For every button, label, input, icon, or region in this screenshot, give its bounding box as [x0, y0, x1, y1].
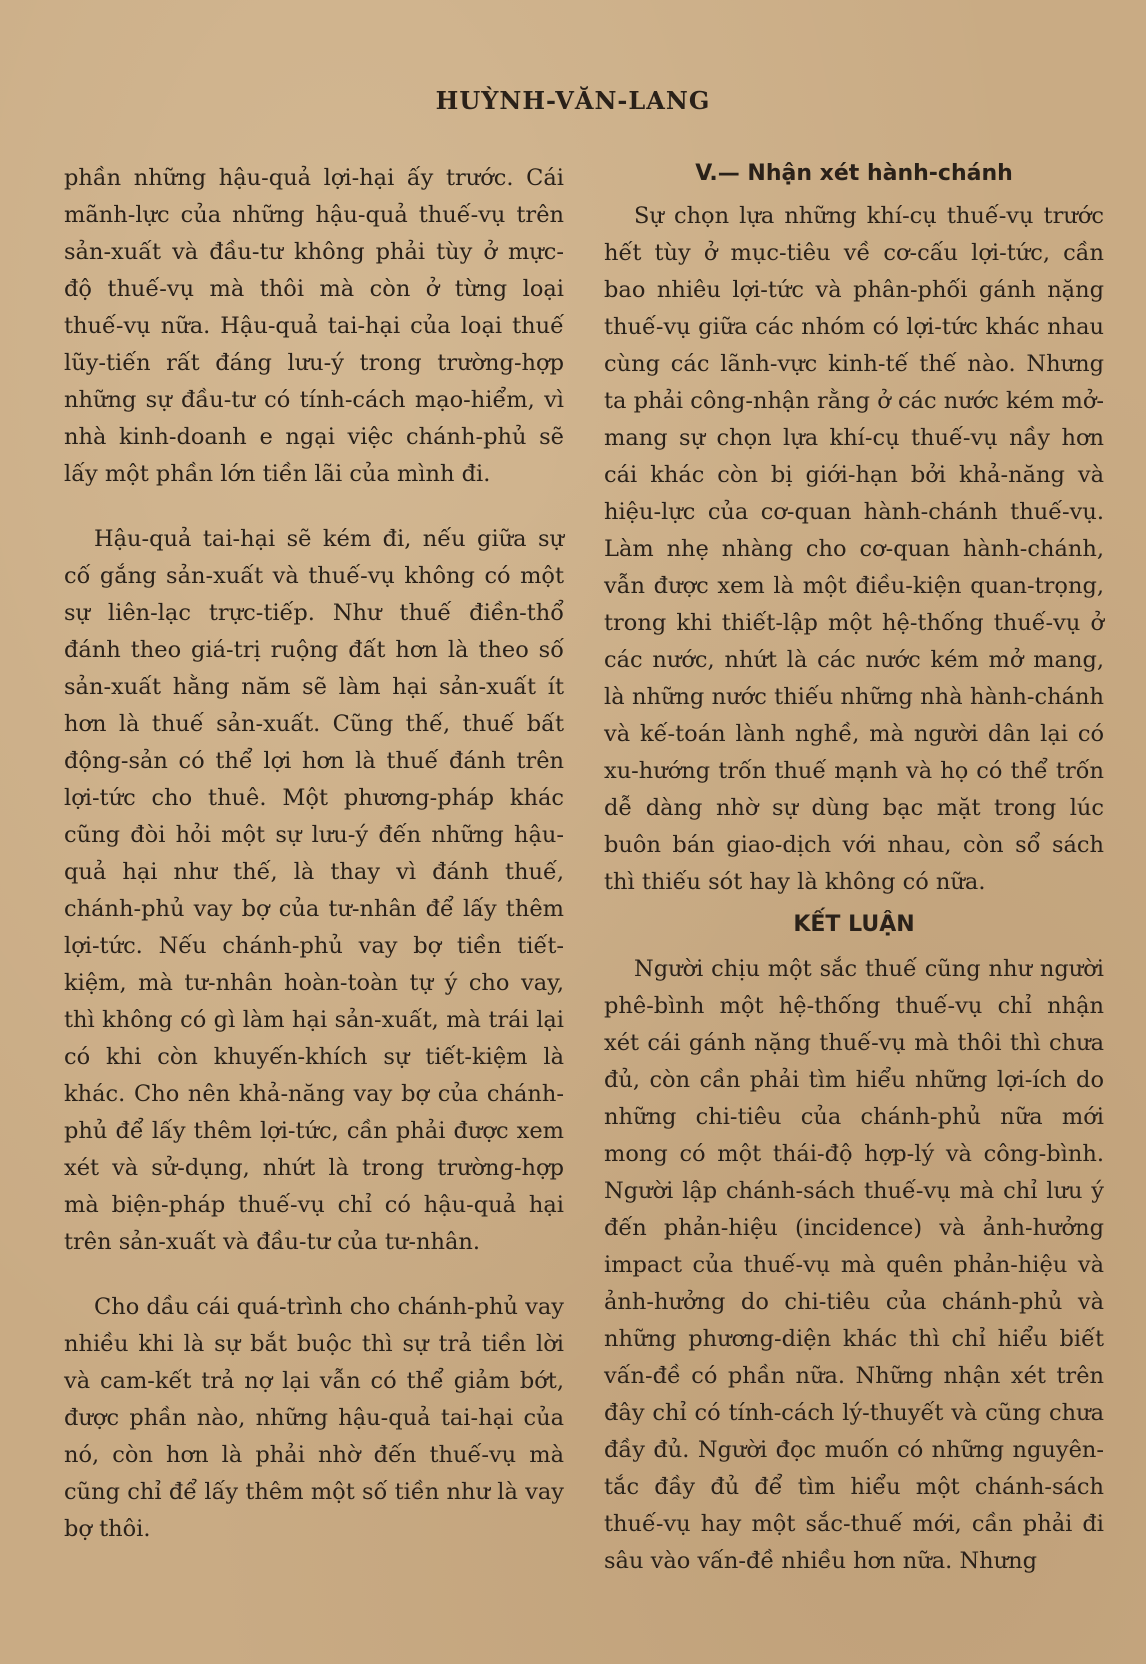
body-paragraph: Người chịu một sắc thuế cũng như người phê-bình một hệ-thống thuế-vụ chỉ nhận xét cái gánh nặng thuế-vụ mà thôi thì chưa đủ, còn cần phải tìm hiểu những lợi-ích do những chi-tiêu của chánh-phủ nữa mới mong có một thái-độ hợp-lý và công-bình. Người lập chánh-sách thuế-vụ mà chỉ lưu ý đến phản-hiệu (incidence) và ảnh-hưởng impact của thuế-vụ mà quên phản-hiệu và ảnh-hưởng do chi-tiêu của chánh-phủ và những phương-diện khác thì chỉ hiểu biết vấn-đề có phần nữa. Những nhận xét trên đây chỉ có tính-cách lý-thuyết và cũng chưa đầy đủ. Người đọc muốn có những nguyên-tắc đầy đủ để tìm hiểu một chánh-sách thuế-vụ hay một sắc-thuế mới, cần phải đi sâu vào vấn-đề nhiều hơn nữa. Nhưng — [604, 956, 1104, 1574]
conclusion-heading: KẾT LUẬN — [793, 912, 915, 937]
body-paragraph: Sự chọn lựa những khí-cụ thuế-vụ trước hết tùy ở mục-tiêu về cơ-cấu lợi-tức, cần bao nhiêu lợi-tức và phân-phối gánh nặng thuế-vụ giữa các nhóm có lợi-tức khác nhau cùng các lãnh-vực kinh-tế thế nào. Nhưng ta phải công-nhận rằng ở các nước kém mở-mang sự chọn lựa khí-cụ thuế-vụ nầy hơn cái khác còn bị giới-hạn bởi khả-năng và hiệu-lực của cơ-quan hành-chánh thuế-vụ. Làm nhẹ nhàng cho cơ-quan hành-chánh, vẫn được xem là một điều-kiện quan-trọng, trong khi thiết-lập một hệ-thống thuế-vụ ở các nước, nhứt là các nước kém mở mang, là những nước thiếu những nhà hành-chánh và kế-toán lành nghề, mà người dân lại có xu-hướng trốn thuế mạnh và họ có thể trốn dễ dàng nhờ sự dùng bạc mặt trong lúc buôn bán giao-dịch với nhau, còn sổ sách thì thiếu sót hay là không có nữa. — [604, 203, 1104, 895]
body-paragraph: phần những hậu-quả lợi-hại ấy trước. Cái mãnh-lực của những hậu-quả thuế-vụ trên sản-xuất và đầu-tư không phải tùy ở mực-độ thuế-vụ mà thôi mà còn ở từng loại thuế-vụ nữa. Hậu-quả tai-hại của loại thuế lũy-tiến rất đáng lưu-ý trong trường-hợp những sự đầu-tư có tính-cách mạo-hiểm, vì nhà kinh-doanh e ngại việc chánh-phủ sẽ lấy một phần lớn tiền lãi của mình đi. — [64, 165, 564, 487]
right-column — [604, 160, 1104, 1580]
body-paragraph: Cho dầu cái quá-trình cho chánh-phủ vay nhiều khi là sự bắt buộc thì sự trả tiền lời và cam-kết trả nợ lại vẫn có thể giảm bớt, được phần nào, những hậu-quả tai-hại của nó, còn hơn là phải nhờ đến thuế-vụ mà cũng chỉ để lấy thêm một số tiền như là vay bợ thôi. — [64, 1294, 564, 1542]
section-heading: V.— Nhận xét hành-chánh — [695, 161, 1013, 186]
body-paragraph: Hậu-quả tai-hại sẽ kém đi, nếu giữa sự cố gắng sản-xuất và thuế-vụ không có một sự liên-lạc trực-tiếp. Như thuế điền-thổ đánh theo giá-trị ruộng đất hơn là theo số sản-xuất hằng năm sẽ làm hại sản-xuất ít hơn là thuế sản-xuất. Cũng thế, thuế bất động-sản có thể lợi hơn là thuế đánh trên lợi-tức cho thuê. Một phương-pháp khác cũng đòi hỏi một sự lưu-ý đến những hậu-quả hại như thế, là thay vì đánh thuế, chánh-phủ vay bợ của tư-nhân để lấy thêm lợi-tức. Nếu chánh-phủ vay bợ tiền tiết-kiệm, mà tư-nhân hoàn-toàn tự ý cho vay, thì không có gì làm hại sản-xuất, mà trái lại có khi còn khuyến-khích sự tiết-kiệm là khác. Cho nên khả-năng vay bợ của chánh-phủ để lấy thêm lợi-tức, cần phải được xem xét và sử-dụng, nhứt là trong trường-hợp mà biện-pháp thuế-vụ chỉ có hậu-quả hại trên sản-xuất và đầu-tư của tư-nhân. — [64, 526, 564, 1255]
running-header: HUỲNH-VĂN-LANG — [435, 86, 711, 115]
left-column — [64, 160, 564, 1548]
